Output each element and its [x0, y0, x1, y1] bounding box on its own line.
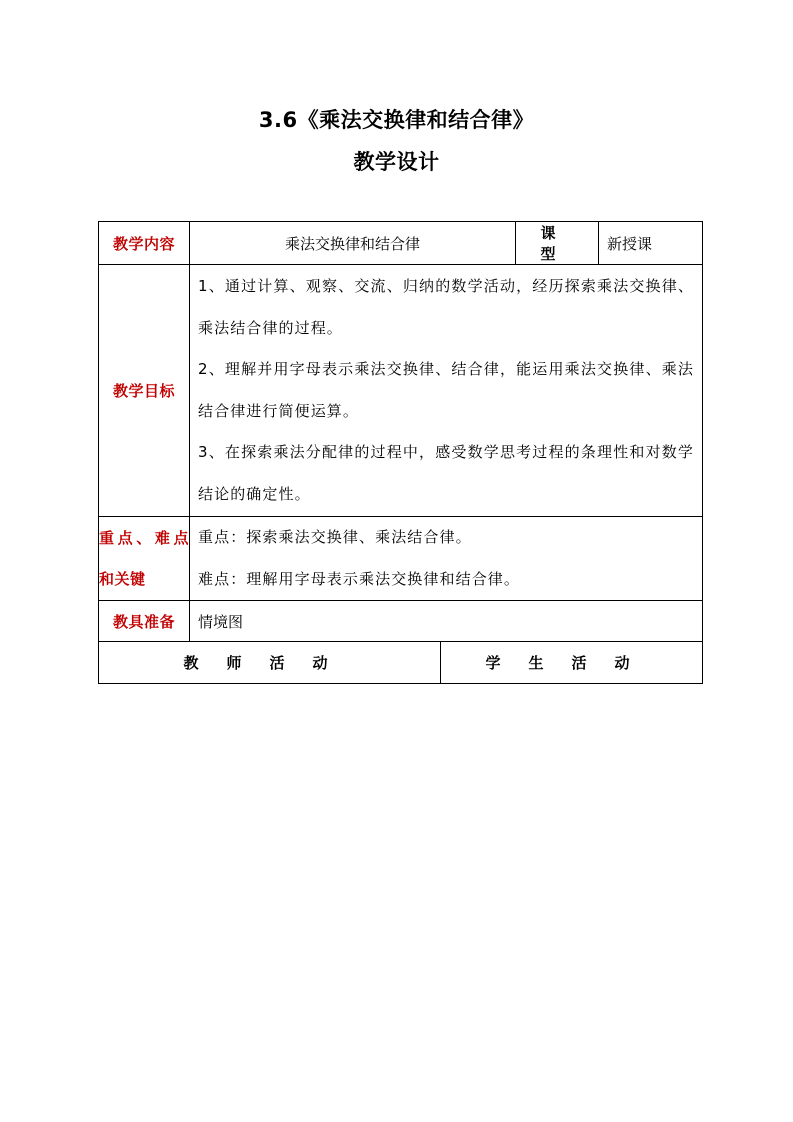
- materials-row: [99, 601, 703, 642]
- key-point-item: 难点：理解用字母表示乘法交换律和结合律。: [198, 569, 521, 588]
- materials-label: 教具准备: [99, 601, 190, 642]
- content-row: [99, 222, 703, 265]
- document-subtitle: 教学设计: [353, 150, 440, 174]
- materials-value: 情境图: [190, 601, 703, 642]
- goal-item: 2、理解并用字母表示乘法交换律、结合律，能运用乘法交换律、乘法结合律进行简便运算。: [198, 360, 695, 420]
- lesson-type-label: 课 型: [516, 222, 599, 265]
- goals-label: 教学目标: [99, 265, 190, 517]
- student-activity-header: 学生活动: [441, 642, 703, 684]
- goals-row: [99, 265, 703, 517]
- document-title: 3.6《乘法交换律和结合律》: [258, 108, 535, 132]
- goal-item: 1、通过计算、观察、交流、归纳的数学活动，经历探索乘法交换律、乘法结合律的过程。: [198, 277, 695, 337]
- goal-item: 3、在探索乘法分配律的过程中，感受数学思考过程的条理性和对数学结论的确定性。: [198, 443, 695, 503]
- lesson-plan-table: [98, 221, 703, 684]
- content-label: 教学内容: [99, 222, 190, 265]
- key-point-item: 重点：探索乘法交换律、乘法结合律。: [198, 528, 472, 546]
- teacher-activity-header: 教师活动: [99, 642, 441, 684]
- content-value: 乘法交换律和结合律: [190, 222, 516, 265]
- key-points-row: [99, 517, 703, 601]
- key-points-cell: [190, 517, 703, 601]
- goals-cell: [190, 265, 703, 517]
- activity-header-row: [99, 642, 703, 684]
- lesson-type-value: 新授课: [599, 222, 703, 265]
- key-points-label: 重点、难点和关键: [99, 517, 190, 601]
